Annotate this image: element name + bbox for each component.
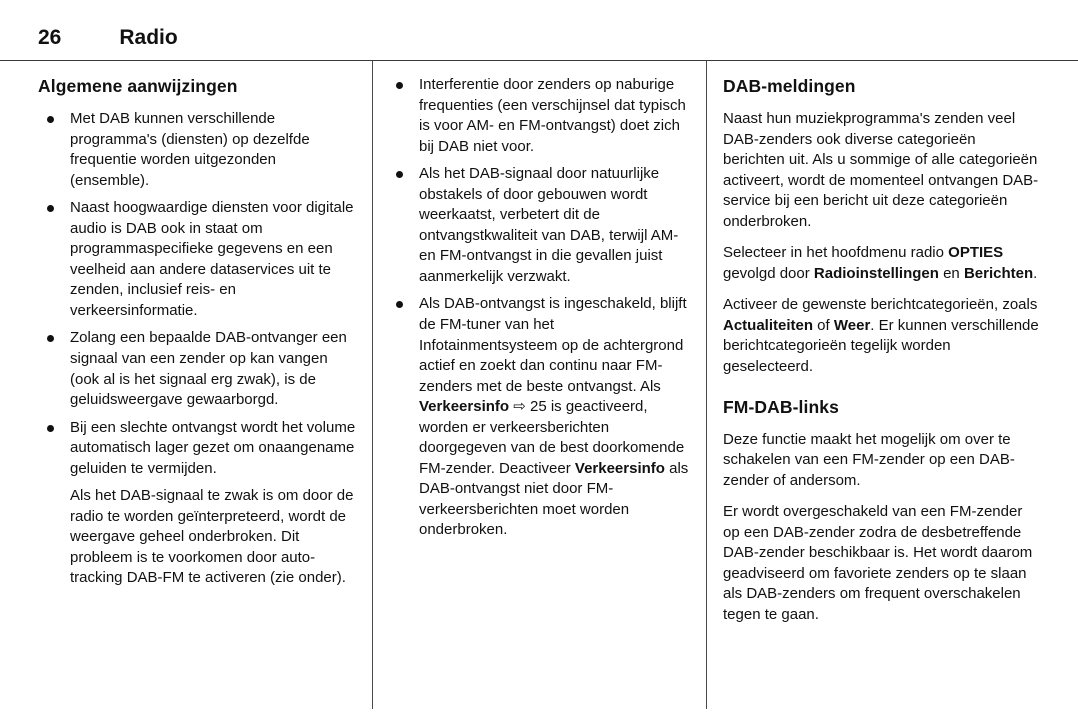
text-run: Interferentie door zenders op naburige frequenties (een verschijnsel dat typisch is voor AM- en FM-ontvangst) doet zich bij DAB niet voor. xyxy=(419,76,686,155)
text-run: en xyxy=(938,264,964,282)
bold-text-run: Radioinstellingen xyxy=(813,264,939,282)
text-run: Bij een slechte ontvangst wordt het volume automatisch lager gezet om onaangename geluiden te vermijden. xyxy=(70,418,356,477)
text-run: . Er kunnen verschillende berichtcategorieën tegelijk worden geselecteerd. xyxy=(723,316,1039,375)
bold-text-run: Weer xyxy=(833,316,871,334)
column-2 xyxy=(372,61,706,709)
page-title: Radio xyxy=(119,26,178,49)
bold-text-run: Berichten xyxy=(963,264,1034,282)
bullet-marker-icon xyxy=(38,418,70,480)
bold-text-run: Verkeersinfo xyxy=(419,398,510,416)
page-header xyxy=(0,0,1078,61)
paragraph xyxy=(70,486,358,589)
bullet-item xyxy=(38,328,358,410)
bullet-item xyxy=(38,418,358,480)
text-run: Met DAB kunnen verschillende programma's (diensten) op dezelfde frequentie worden uitgezonden (ensemble). xyxy=(70,109,310,189)
paragraph xyxy=(723,430,1040,492)
text-run: Zolang een bepaalde DAB-ontvanger een signaal van een zender op kan vangen (ook al is het signaal erg zwak), is de geluidsweergave gewaarborgd. xyxy=(70,329,347,409)
bullet-text xyxy=(419,164,692,287)
paragraph xyxy=(723,243,1040,284)
text-run: Er wordt overgeschakeld van een FM-zender op een DAB-zender zodra de desbetreffende DAB-zender beschikbaar is. Het wordt daarom geadviseerd om favoriete zenders op te slaan als DAB-zenders om frequent overschakelen tegen te gaan. xyxy=(723,503,1033,623)
bullet-text xyxy=(70,328,358,410)
text-run: . xyxy=(1033,264,1038,282)
paragraph xyxy=(723,109,1040,232)
paragraph xyxy=(723,502,1040,625)
section-heading: Algemene aanwijzingen xyxy=(38,76,238,96)
bullet-text xyxy=(419,294,692,541)
text-run: Naast hoogwaardige diensten voor digitale audio is DAB ook in staat om programmaspecifieke gegevens en een veelheid aan andere dataservices uit te zenden, inclusief reis- en verkeersinformatie. xyxy=(70,199,354,319)
text-run: Als DAB-ontvangst is ingeschakeld, blijft de FM-tuner van het Infotainmentsysteem op de achtergrond actief en zoekt dan continu naar FM-zenders met de beste ontvangst. Als xyxy=(419,295,687,395)
bullet-marker-icon xyxy=(38,328,70,410)
column-1 xyxy=(38,61,372,709)
bullet-item xyxy=(38,198,358,321)
bullet-text xyxy=(419,75,692,157)
content-columns xyxy=(38,61,1040,709)
bullet-marker-icon xyxy=(387,75,419,157)
bullet-text xyxy=(70,198,358,321)
bold-text-run: Verkeersinfo xyxy=(574,459,665,477)
page-number: 26 xyxy=(38,26,62,49)
text-run: als DAB-ontvangst niet door FM-verkeersberichten moet worden onderbroken. xyxy=(419,459,689,539)
bullet-text xyxy=(70,418,358,480)
text-run: Activeer de gewenste berichtcategorieën, zoals xyxy=(723,296,1038,314)
section-heading: DAB-meldingen xyxy=(723,76,856,96)
bullet-marker-icon xyxy=(38,198,70,321)
text-run: Als het DAB-signaal te zwak is om door de radio te worden geïnterpreteerd, wordt de weergave geheel onderbroken. Dit probleem is te voorkomen door auto-tracking DAB-FM te activeren (zie onder). xyxy=(70,487,354,587)
paragraph xyxy=(723,295,1040,377)
text-run: is geactiveerd, worden er verkeersberichten doorgegeven van de best doorkomende FM-zender. Deactiveer xyxy=(419,398,685,477)
bullet-marker-icon xyxy=(387,294,419,541)
bullet-marker-icon xyxy=(387,164,419,287)
bullet-text xyxy=(70,109,358,191)
column-3 xyxy=(706,61,1040,709)
bullet-item xyxy=(38,109,358,191)
bullet-marker-icon xyxy=(38,109,70,191)
bullet-item xyxy=(387,75,692,157)
page-reference: ⇨ 25 xyxy=(513,398,547,416)
bold-text-run: Actualiteiten xyxy=(723,316,814,334)
text-run: Naast hun muziekprogramma's zenden veel DAB-zenders ook diverse categorieën berichten uit. Als u sommige of alle categorieën activeert, wordt de momenteel ontvangen DAB-service bij een bericht uit deze categorieën onderbroken. xyxy=(723,109,1039,230)
text-run: Selecteer in het hoofdmenu radio xyxy=(723,244,949,262)
text-run: of xyxy=(813,316,834,334)
bold-text-run: OPTIES xyxy=(948,244,1004,262)
text-run: Als het DAB-signaal door natuurlijke obstakels of door gebouwen wordt weerkaatst, verbetert dit de ontvangstkwaliteit van DAB, terwijl AM- en FM-ontvangst in die gevallen juist aanmerkelijk verzwakt. xyxy=(419,165,679,285)
text-run: Deze functie maakt het mogelijk om over te schakelen van een FM-zender op een DAB-zender of andersom. xyxy=(723,430,1015,489)
bullet-item xyxy=(387,294,692,541)
section-heading: FM-DAB-links xyxy=(723,396,839,417)
bullet-item xyxy=(387,164,692,287)
text-run: gevolgd door xyxy=(723,264,814,282)
